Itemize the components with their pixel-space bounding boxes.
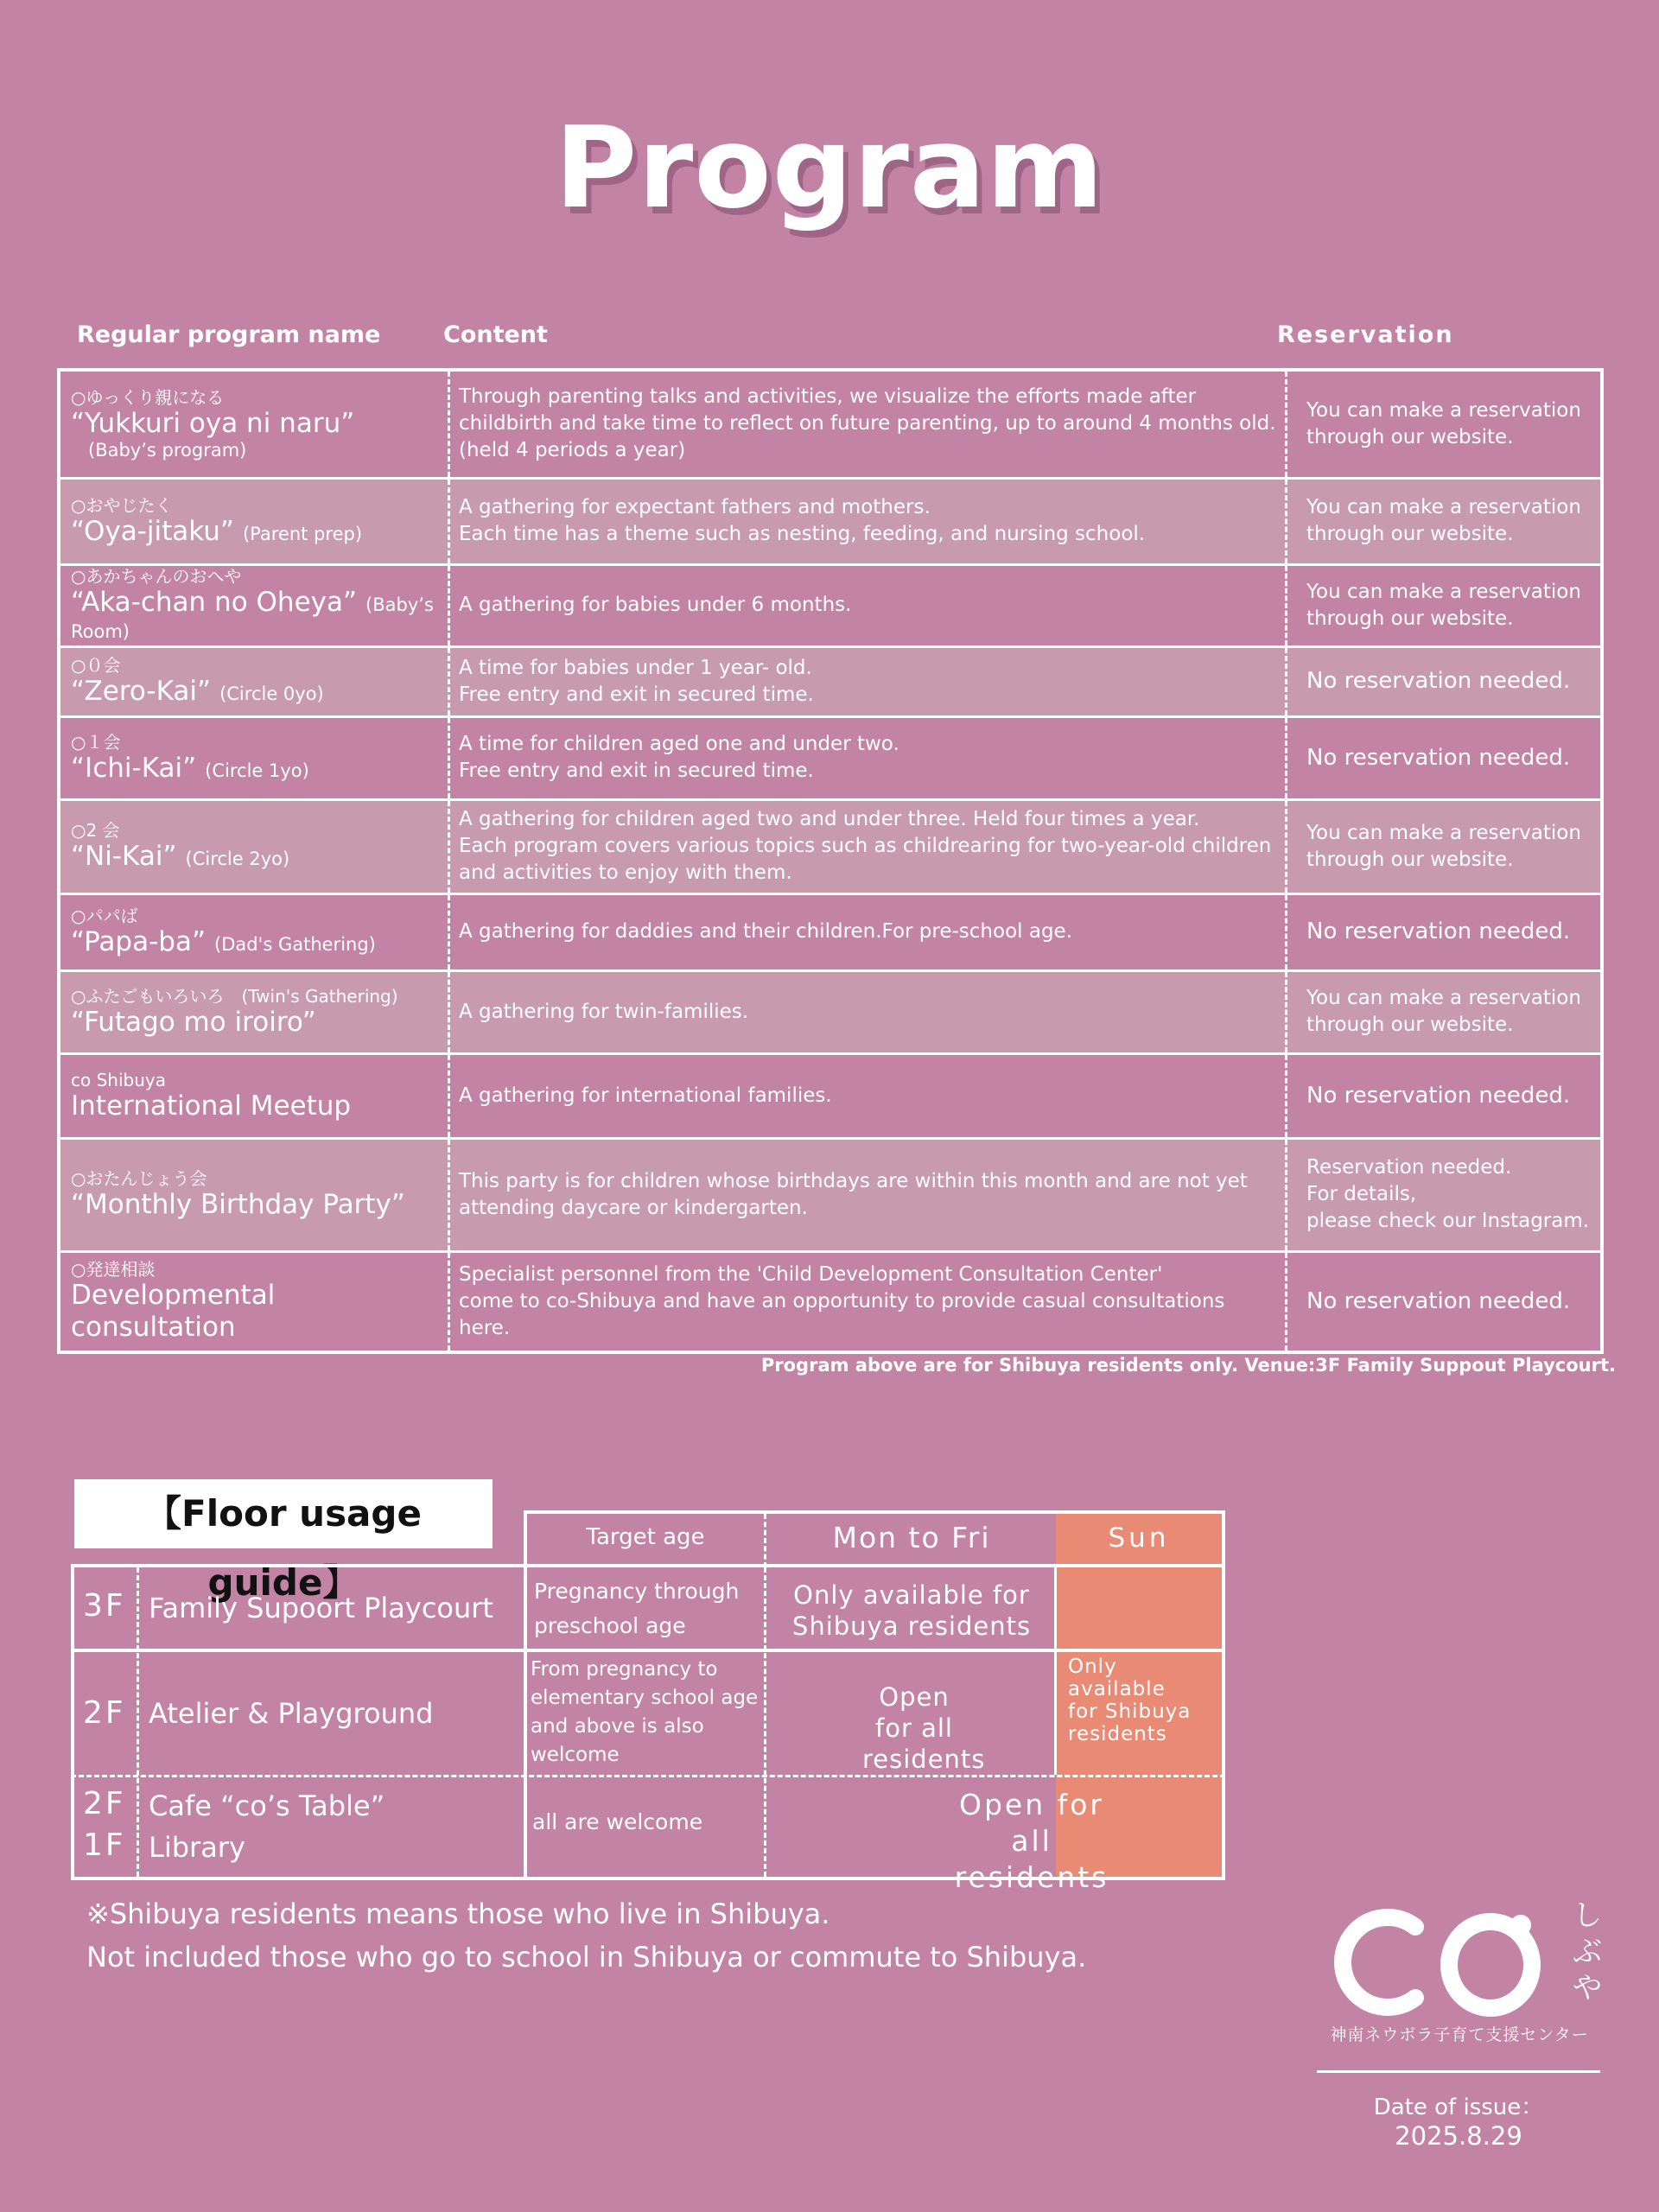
divider	[524, 1567, 527, 1877]
program-reservation-line: No reservation needed.	[1306, 668, 1571, 694]
program-content-cell	[449, 646, 1287, 716]
program-row	[59, 716, 1602, 799]
row-divider	[71, 1649, 1225, 1652]
divider	[1317, 2070, 1600, 2073]
program-content-line: Through parenting talks and activities, we visualize the efforts made after	[459, 385, 1197, 409]
program-name-cell	[59, 970, 449, 1053]
divider	[764, 1567, 766, 1877]
program-row	[59, 970, 1602, 1053]
program-jp-name: ○０会	[71, 655, 121, 676]
program-reservation-cell	[1287, 970, 1603, 1053]
footnote-line: Not included those who go to school in Shibuya or commute to Shibuya.	[86, 1941, 1087, 1974]
program-content-cell	[449, 799, 1287, 893]
program-jp-name: ○おやじたく	[71, 494, 173, 516]
footnote	[86, 1892, 1086, 1979]
program-content-line: A gathering for international families.	[459, 1084, 832, 1107]
program-row	[59, 646, 1602, 716]
program-reservation-cell	[1287, 799, 1603, 893]
floor-cafe-weekday: Open for all residents	[954, 1788, 1109, 1894]
row-divider-dashed	[71, 1775, 1225, 1777]
program-note: Program above are for Shibuya residents only. Venue:3F Family Suppout Playcourt.	[760, 1355, 1616, 1376]
program-jp-name: ○１会	[71, 731, 121, 753]
program-content-cell	[449, 970, 1287, 1053]
program-reservation-line: through our website.	[1306, 848, 1514, 871]
floor-2f-name: Atelier & Playground	[149, 1697, 434, 1730]
program-reservation-line: through our website.	[1306, 425, 1514, 448]
program-content-cell	[449, 893, 1287, 970]
program-reservation-line: For details,	[1306, 1183, 1417, 1205]
program-row	[59, 370, 1602, 478]
program-row	[59, 1138, 1602, 1251]
program-content-cell	[449, 1053, 1287, 1138]
program-reservation-cell	[1287, 478, 1603, 564]
page-title: Program	[554, 102, 1105, 233]
program-name-cell	[59, 716, 449, 799]
program-content-line: This party is for children whose birthdays are within this month and are not yet	[459, 1169, 1248, 1192]
program-reservation-cell	[1287, 1138, 1603, 1251]
program-reservation-line: You can make a reservation	[1306, 580, 1581, 603]
floor-3f-target: Pregnancy through preschool age	[534, 1579, 740, 1638]
program-en-name: Developmental consultation	[71, 1280, 276, 1344]
program-content-line: A gathering for daddies and their children.For pre-school age.	[459, 920, 1073, 943]
program-jp-name: ○あかちゃんのおへや	[71, 565, 242, 587]
program-reservation-cell	[1287, 716, 1603, 799]
program-content-cell	[449, 1138, 1287, 1251]
program-content-line: come to co-Shibuya and have an opportunity to provide casual consultations here.	[459, 1289, 1225, 1339]
header-program-name: Regular program name	[77, 321, 381, 348]
program-reservation-line: No reservation needed.	[1306, 744, 1571, 771]
program-jp-name: ○おたんじょう会	[71, 1168, 207, 1189]
program-en-name: International Meetup	[71, 1090, 352, 1122]
floor-2f-label: 2F	[83, 1786, 126, 1821]
program-reservation-cell	[1287, 893, 1603, 970]
col-sun: Sun	[1108, 1522, 1170, 1554]
program-content-line: A gathering for expectant fathers and mothers.	[459, 496, 931, 518]
program-sub-label: (Baby’s program)	[88, 440, 247, 461]
program-sub-label: (Parent prep)	[242, 523, 363, 544]
header-reservation: Reservation	[1277, 321, 1454, 348]
floor-cafe-target: all are welcome	[532, 1809, 703, 1834]
program-content-line: (held 4 periods a year)	[459, 439, 686, 462]
program-name-cell	[59, 799, 449, 893]
floor-1f-label: 1F	[83, 1827, 126, 1863]
program-en-name: “Aka-chan no Oheya”	[71, 586, 358, 618]
floor-2f: 2F	[83, 1695, 126, 1731]
program-content-line: A time for children aged one and under two.	[459, 733, 899, 755]
program-row	[59, 799, 1602, 893]
program-reservation-line: through our website.	[1306, 523, 1514, 545]
program-name-cell	[59, 478, 449, 564]
program-sub-label: (Circle 2yo)	[185, 849, 290, 869]
program-reservation-line: No reservation needed.	[1306, 1082, 1571, 1109]
sun-note: Only available for Shibuya residents	[1068, 1656, 1192, 1745]
program-content-cell	[449, 1251, 1287, 1352]
program-name-cell	[59, 370, 449, 478]
program-content-line: attending daycare or kindergarten.	[459, 1196, 808, 1219]
program-row	[59, 478, 1602, 564]
program-content-line: Free entry and exit in secured time.	[459, 683, 814, 706]
divider	[764, 1514, 766, 1567]
program-sub-label: (Baby’s Room)	[71, 594, 434, 642]
program-content-cell	[449, 478, 1287, 564]
cafe-name: Cafe “co’s Table”	[149, 1789, 385, 1822]
date-value: 2025.8.29	[1395, 2121, 1522, 2151]
floor-3f-name: Family Supoort Playcourt	[149, 1592, 493, 1624]
floor-3f-weekday: Only available for Shibuya residents	[791, 1580, 1032, 1641]
program-reservation-cell	[1287, 1251, 1603, 1352]
program-reservation-cell	[1287, 646, 1603, 716]
program-jp-name: co Shibuya	[71, 1069, 166, 1090]
program-reservation-line: No reservation needed.	[1306, 918, 1571, 944]
program-reservation-line: You can make a reservation	[1306, 987, 1581, 1009]
program-jp-name: ○ふたごもいろいろ (Twin's Gathering)	[71, 985, 398, 1007]
logo-subtitle: 神南ネウボラ子育て支援センター	[1330, 2025, 1589, 2044]
program-content-cell	[449, 716, 1287, 799]
program-jp-name: ○2 会	[71, 820, 120, 841]
program-reservation-line: please check our Instagram.	[1306, 1210, 1590, 1232]
program-row	[59, 564, 1602, 646]
program-jp-name: ○ゆっくり親になる	[71, 387, 225, 409]
program-row	[59, 893, 1602, 970]
col-mon-to-fri: Mon to Fri	[832, 1521, 991, 1554]
program-content-line: Each program covers various topics such as childrearing for two-year-old children	[459, 835, 1272, 857]
program-name-cell	[59, 1138, 449, 1251]
library-name: Library	[149, 1831, 245, 1864]
logo-kana: しぶや	[1573, 1898, 1602, 2005]
program-name-cell	[59, 646, 449, 716]
program-content-cell	[449, 564, 1287, 646]
col-target-age: Target age	[586, 1524, 705, 1550]
floor-2f-weekday: Open for all residents	[862, 1682, 986, 1774]
program-content-cell	[449, 370, 1287, 478]
footnote-line: ※Shibuya residents means those who live in Shibuya.	[86, 1897, 830, 1930]
program-en-name: “Papa-ba”	[71, 926, 206, 957]
program-reservation-line: You can make a reservation	[1306, 398, 1581, 422]
program-reservation-line: No reservation needed.	[1306, 1287, 1571, 1314]
divider	[137, 1567, 139, 1877]
program-name-cell	[59, 564, 449, 646]
program-en-name: “Futago mo iroiro”	[71, 1006, 316, 1038]
program-sub-label: (Circle 1yo)	[205, 760, 309, 781]
program-reservation-cell	[1287, 1053, 1603, 1138]
floor-2f-target: From pregnancy to elementary school age and above is also welcome	[531, 1658, 759, 1766]
program-jp-name: ○パパば	[71, 906, 138, 926]
program-sub-label: (Circle 0yo)	[219, 683, 324, 704]
program-en-name: “Yukkuri oya ni naru”	[71, 408, 355, 440]
floor-guide-title: 【Floor usage guide】	[74, 1479, 493, 1548]
program-en-name: “Zero-Kai”	[71, 676, 212, 707]
program-table	[57, 368, 1604, 1354]
program-content-line: childbirth and take time to reflect on future parenting, up to around 4 months old.	[459, 412, 1276, 435]
program-reservation-line: through our website.	[1306, 1014, 1514, 1036]
program-reservation-line: through our website.	[1306, 607, 1514, 630]
program-en-name: “Oya-jitaku”	[71, 515, 234, 547]
floor-guide-table	[71, 1510, 1225, 1894]
program-sub-label: (Dad's Gathering)	[214, 934, 376, 955]
program-name-cell	[59, 893, 449, 970]
program-reservation-line: Reservation needed.	[1306, 1156, 1512, 1179]
program-reservation-cell	[1287, 564, 1603, 646]
floor-2f-1f	[83, 1783, 126, 1866]
program-content-line: A time for babies under 1 year- old.	[459, 656, 812, 679]
program-content-line: A gathering for children aged two and under three. Held four times a year.	[459, 808, 1200, 830]
program-content-line: Each time has a theme such as nesting, feeding, and nursing school.	[459, 523, 1146, 545]
program-content-line: and activities to enjoy with them.	[459, 861, 792, 884]
floor-3f: 3F	[83, 1588, 126, 1624]
program-en-name: “Ni-Kai”	[71, 841, 177, 872]
program-en-name: “Ichi-Kai”	[71, 752, 197, 784]
issue-date	[1312, 2089, 1605, 2151]
program-row	[59, 1251, 1602, 1352]
program-reservation-line: You can make a reservation	[1306, 496, 1581, 518]
program-content-line: Specialist personnel from the 'Child Development Consultation Center'	[459, 1262, 1163, 1286]
program-reservation-cell	[1287, 370, 1603, 478]
floor-cafe-library	[149, 1785, 385, 1868]
program-row	[59, 1053, 1602, 1138]
program-content-line: A gathering for twin-families.	[459, 1000, 749, 1023]
date-label: Date of issue：	[1373, 2094, 1544, 2120]
program-name-cell	[59, 1251, 449, 1352]
program-content-line: Free entry and exit in secured time.	[459, 760, 814, 782]
program-content-line: A gathering for babies under 6 months.	[459, 594, 852, 616]
program-reservation-line: You can make a reservation	[1306, 821, 1581, 844]
program-en-name: “Monthly Birthday Party”	[71, 1189, 405, 1220]
header-content: Content	[443, 321, 548, 348]
program-jp-name: ○発達相談	[71, 1259, 156, 1281]
program-name-cell	[59, 1053, 449, 1138]
